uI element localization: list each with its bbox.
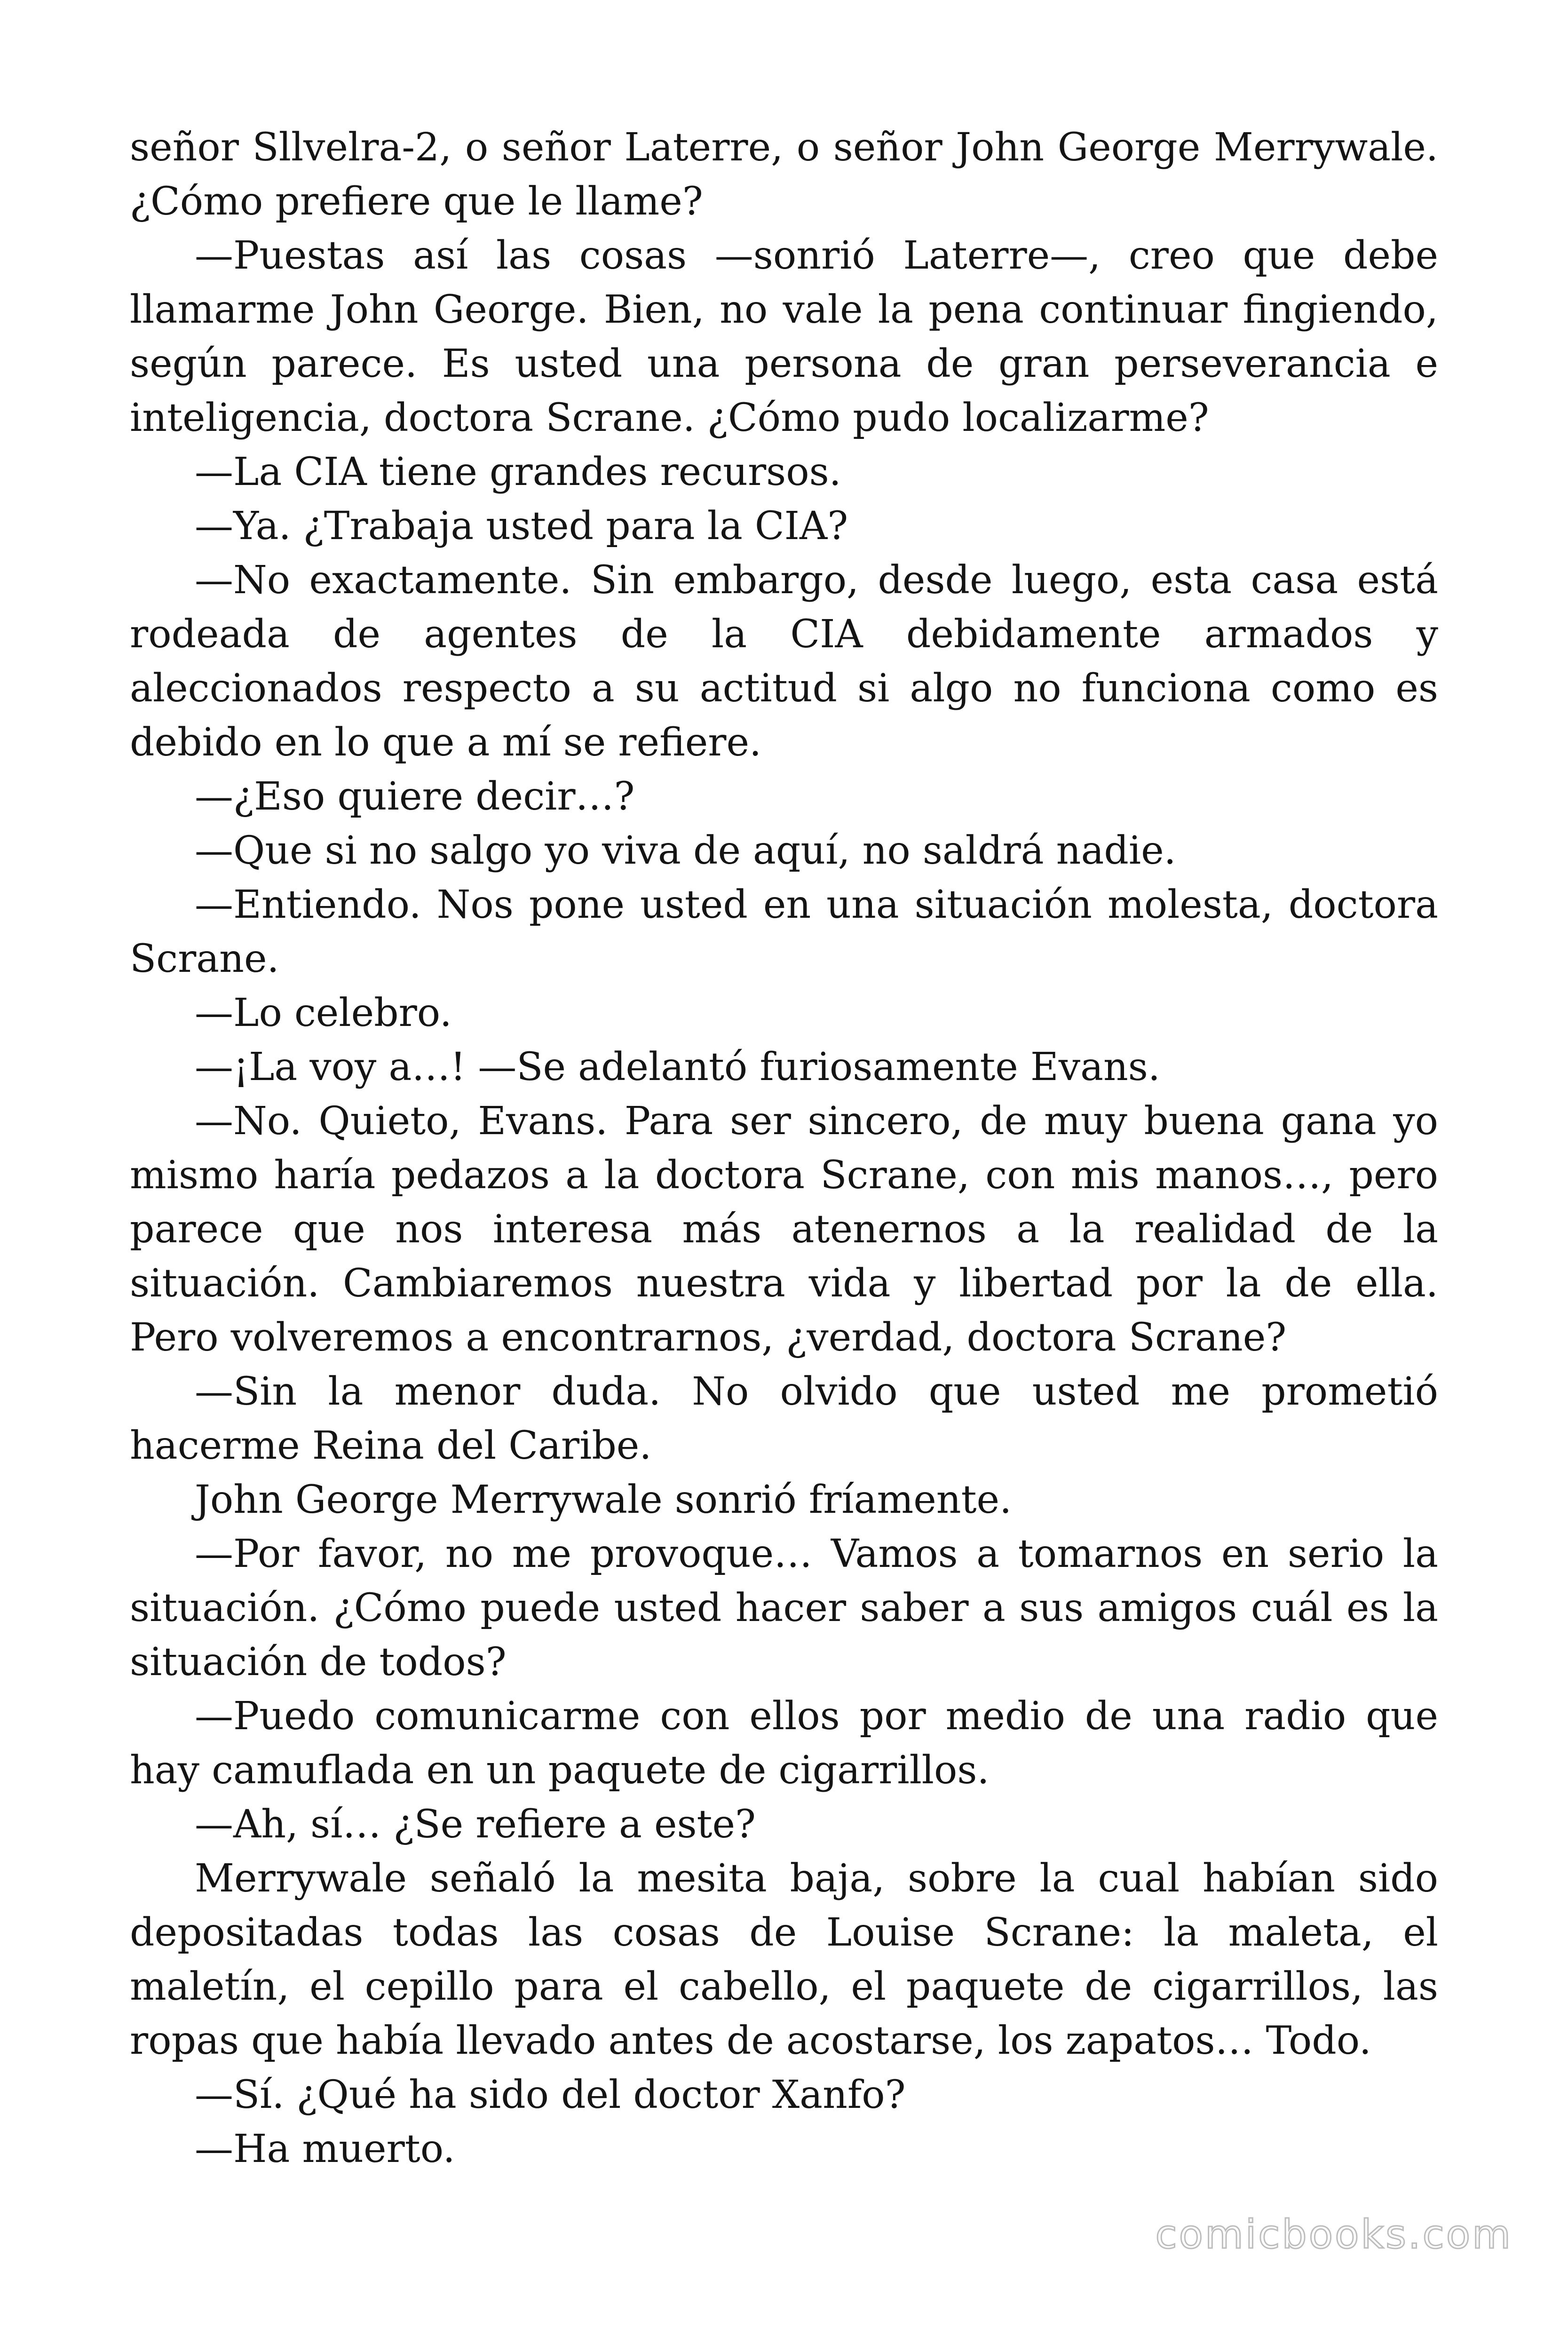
paragraph: —No exactamente. Sin embargo, desde luego, esta casa está rodeada de agentes de la CIA debidamente armados y aleccionados respecto a su actitud si algo no funciona como es debido en lo que a mí se refiere.: [130, 558, 1438, 765]
book-page-text: [130, 120, 1438, 2176]
paragraph: —No. Quieto, Evans. Para ser sincero, de muy buena gana yo mismo haría pedazos a la doctora Scrane, con mis manos…, pero parece que nos interesa más atenernos a la realidad de la situación. Cambiaremos nuestra vida y libertad por la de ella. Pero volveremos a encontrarnos, ¿verdad, doctora Scrane?: [130, 1099, 1438, 1360]
paragraph: —¿Eso quiere decir…?: [195, 774, 635, 819]
paragraph: —Por favor, no me provoque… Vamos a tomarnos en serio la situación. ¿Cómo puede usted hacer saber a sus amigos cuál es la situación de todos?: [130, 1532, 1438, 1685]
paragraph: señor Sllvelra-2, o señor Laterre, o señor John George Merrywale. ¿Cómo prefiere que le llame?: [130, 125, 1438, 224]
paragraph: —Sin la menor duda. No olvido que usted me prometió hacerme Reina del Caribe.: [130, 1369, 1438, 1468]
paragraph: Merrywale señaló la mesita baja, sobre la cual habían sido depositadas todas las cosas de Louise Scrane: la maleta, el maletín, el cepillo para el cabello, el paquete de cigarrillos, las ropas que había llevado antes de acostarse, los zapatos… Todo.: [130, 1856, 1438, 2063]
paragraph: —Ha muerto.: [195, 2127, 455, 2171]
paragraph: —Lo celebro.: [195, 991, 452, 1035]
paragraph: —La CIA tiene grandes recursos.: [195, 450, 841, 494]
paragraph: —Sí. ¿Qué ha sido del doctor Xanfo?: [195, 2073, 906, 2117]
paragraph: —¡La voy a…! —Se adelantó furiosamente Evans.: [195, 1045, 1160, 1089]
paragraph: —Entiendo. Nos pone usted en una situación molesta, doctora Scrane.: [130, 882, 1438, 981]
watermark: comicbooks.com: [1155, 2211, 1513, 2257]
paragraph: —Ah, sí… ¿Se refiere a este?: [195, 1802, 756, 1847]
paragraph: John George Merrywale sonrió fríamente.: [195, 1478, 1012, 1522]
paragraph: —Puestas así las cosas —sonrió Laterre—, creo que debe llamarme John George. Bien, no vale la pena continuar fingiendo, según parece. Es usted una persona de gran perseverancia e inteligencia, doctora Scrane. ¿Cómo pudo localizarme?: [130, 233, 1438, 440]
paragraph: —Puedo comunicarme con ellos por medio de una radio que hay camuflada en un paquete de cigarrillos.: [130, 1694, 1438, 1793]
paragraph: —Ya. ¿Trabaja usted para la CIA?: [195, 504, 848, 548]
paragraph: —Que si no salgo yo viva de aquí, no saldrá nadie.: [195, 828, 1176, 873]
